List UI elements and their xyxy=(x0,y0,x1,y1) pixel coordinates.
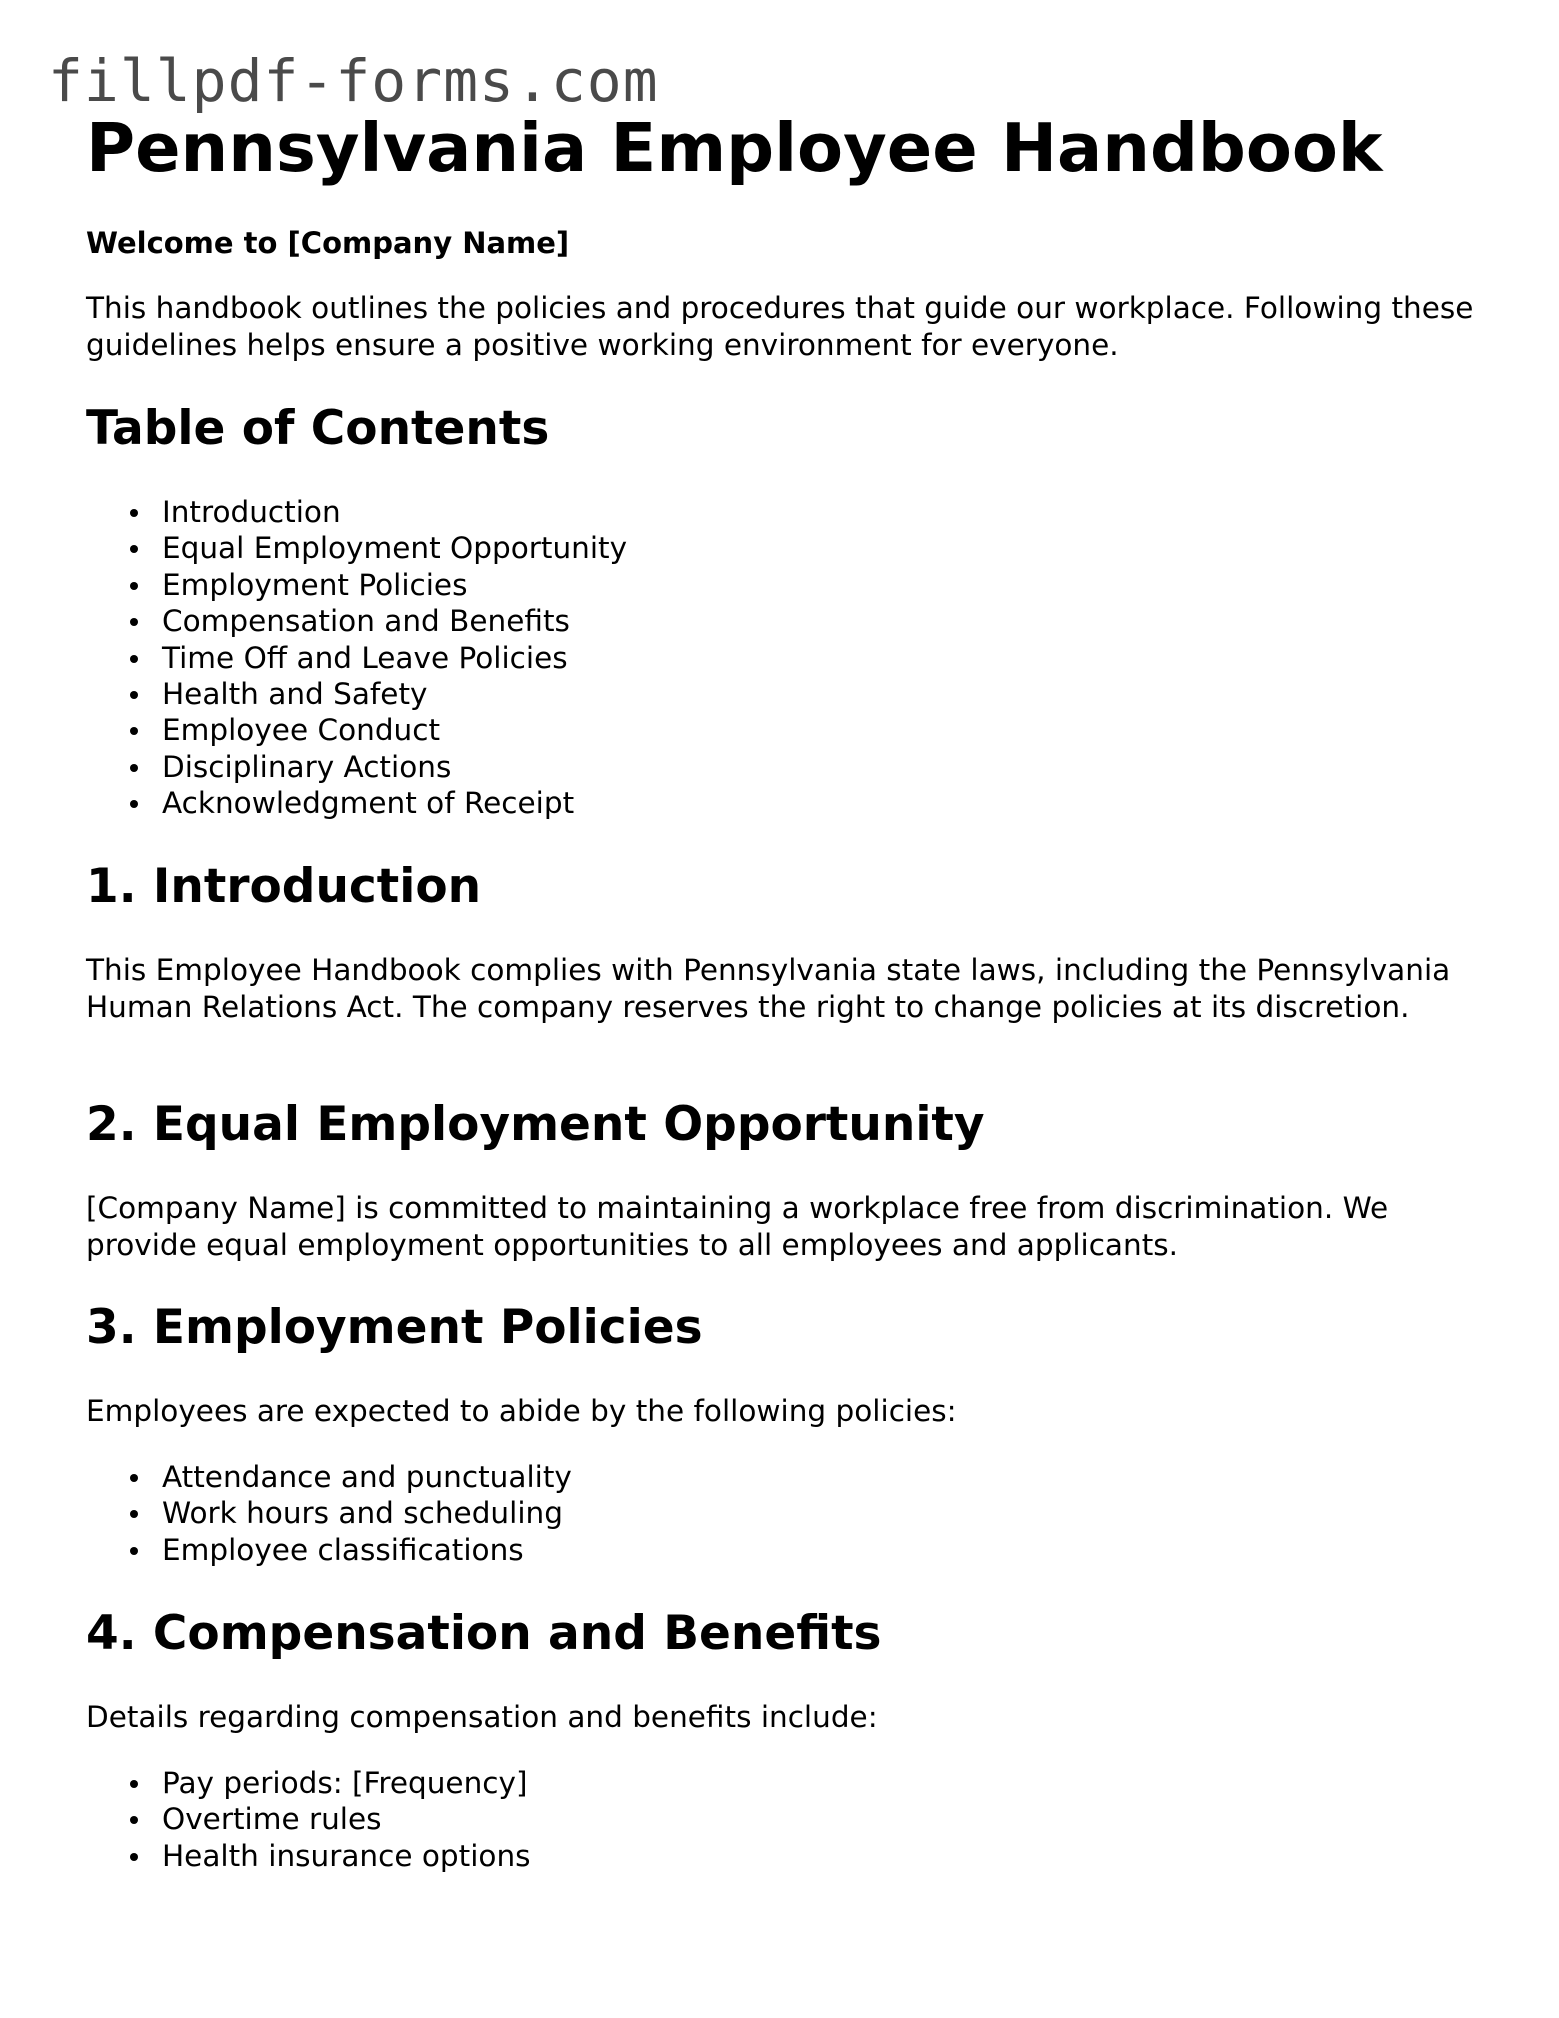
intro-paragraph: This handbook outlines the policies and procedures that guide our workplace. Following these guidelines helps ensure a positive working environment for everyone. xyxy=(86,291,1474,362)
list-item xyxy=(86,1765,531,1801)
bullet-icon xyxy=(130,764,138,772)
bullet-icon xyxy=(130,1474,138,1482)
bullet-icon xyxy=(130,509,138,517)
list-item-label: Work hours and scheduling xyxy=(162,1496,563,1531)
employment-policies-intro: Employees are expected to abide by the following policies: xyxy=(86,1394,957,1428)
bullet-icon xyxy=(130,582,138,590)
list-item xyxy=(86,1801,531,1837)
bullet-icon xyxy=(130,1510,138,1518)
employment-policies-list xyxy=(86,1459,572,1568)
bullet-icon xyxy=(130,618,138,626)
toc-item-label: Compensation and Benefits xyxy=(162,604,570,639)
bullet-icon xyxy=(130,1547,138,1555)
list-item-label: Employee classifications xyxy=(162,1532,524,1567)
list-item-label: Overtime rules xyxy=(162,1802,382,1837)
bullet-icon xyxy=(130,545,138,553)
toc-item xyxy=(86,640,627,676)
toc-item-label: Employee Conduct xyxy=(162,713,441,748)
list-item xyxy=(86,1532,572,1568)
bullet-icon xyxy=(130,1780,138,1788)
toc-item-label: Employment Policies xyxy=(162,567,468,602)
toc-list xyxy=(86,494,627,822)
bullet-icon xyxy=(130,1853,138,1861)
bullet-icon xyxy=(130,655,138,663)
toc-item-label: Introduction xyxy=(162,495,341,529)
introduction-paragraph: This Employee Handbook complies with Pennsylvania state laws, including the Pennsylvania Human Relations Act. The company reserves the right to change policies at its discretion. xyxy=(86,953,1451,1024)
introduction-heading: 1. Introduction xyxy=(86,859,482,914)
toc-heading: Table of Contents xyxy=(86,401,550,456)
compensation-intro: Details regarding compensation and benefits include: xyxy=(86,1700,878,1734)
toc-item xyxy=(86,530,627,566)
list-item-label: Health insurance options xyxy=(162,1838,531,1873)
toc-item-label: Acknowledgment of Receipt xyxy=(162,786,575,821)
toc-item xyxy=(86,676,627,712)
toc-item-label: Time Off and Leave Policies xyxy=(162,640,568,675)
list-item-label: Attendance and punctuality xyxy=(162,1460,572,1494)
toc-item xyxy=(86,567,627,603)
compensation-list xyxy=(86,1765,531,1874)
toc-item-label: Disciplinary Actions xyxy=(162,749,452,784)
list-item xyxy=(86,1459,572,1495)
list-item xyxy=(86,1495,572,1531)
list-item xyxy=(86,1838,531,1874)
bullet-icon xyxy=(130,1816,138,1824)
list-item-label: Pay periods: [Frequency] xyxy=(162,1766,528,1800)
bullet-icon xyxy=(130,727,138,735)
compensation-heading: 4. Compensation and Benefits xyxy=(86,1606,882,1661)
eeo-paragraph: [Company Name] is committed to maintaining a workplace free from discrimination. We provide equal employment opportunities to all employees and applicants. xyxy=(86,1191,1389,1262)
employment-policies-heading: 3. Employment Policies xyxy=(86,1300,703,1355)
toc-item-label: Health and Safety xyxy=(162,677,428,712)
toc-item xyxy=(86,712,627,748)
document-title: Pennsylvania Employee Handbook xyxy=(86,109,1383,187)
bullet-icon xyxy=(130,691,138,699)
eeo-heading: 2. Equal Employment Opportunity xyxy=(86,1097,985,1152)
toc-item xyxy=(86,603,627,639)
bullet-icon xyxy=(130,800,138,808)
toc-item-label: Equal Employment Opportunity xyxy=(162,531,628,566)
toc-item xyxy=(86,494,627,530)
watermark: fillpdf-forms.com xyxy=(48,47,659,115)
welcome-heading: Welcome to [Company Name] xyxy=(86,226,570,260)
toc-item xyxy=(86,785,627,821)
toc-item xyxy=(86,749,627,785)
